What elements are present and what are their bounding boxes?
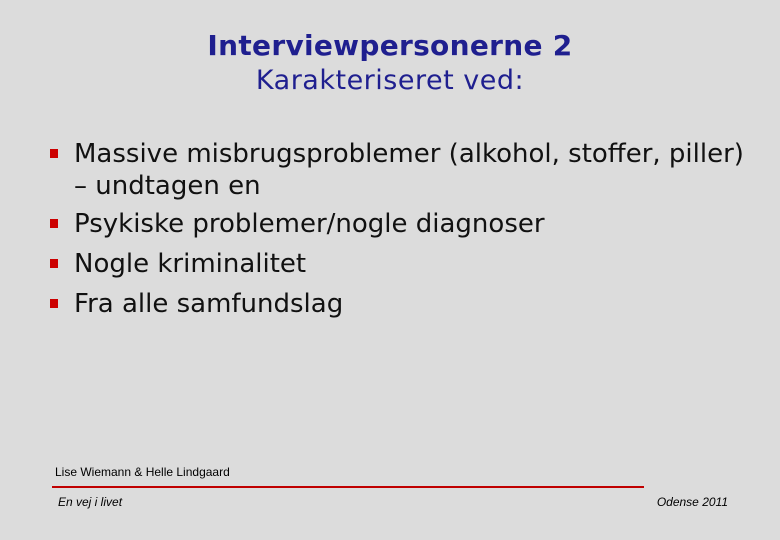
bullet-marker-icon: [50, 299, 58, 308]
bullet-item: [50, 134, 750, 204]
footer-left-text: En vej i livet: [58, 495, 123, 509]
bullet-text: Psykiske problemer/nogle diagnoser: [74, 209, 545, 239]
bullet-text: Fra alle samfundslag: [74, 289, 344, 319]
bullet-text: Nogle kriminalitet: [74, 249, 307, 279]
bullet-text: Massive misbrugsproblemer (alkohol, stoffer, piller) – undtagen en: [74, 139, 744, 201]
footer-divider: [52, 486, 644, 488]
bullet-marker-icon: [50, 259, 58, 268]
bullet-item: [50, 244, 750, 284]
slide-subtitle: Karakteriseret ved:: [255, 65, 525, 96]
footer-authors: Lise Wiemann & Helle Lindgaard: [55, 465, 230, 479]
bullet-list: [50, 134, 750, 324]
bullet-marker-icon: [50, 219, 58, 228]
bullet-item: [50, 284, 750, 324]
title-block: [0, 28, 780, 98]
slide-title: Interviewpersonerne 2: [207, 29, 573, 62]
bullet-marker-icon: [50, 149, 58, 158]
bullet-item: [50, 204, 750, 244]
footer-right-text: Odense 2011: [656, 495, 728, 509]
